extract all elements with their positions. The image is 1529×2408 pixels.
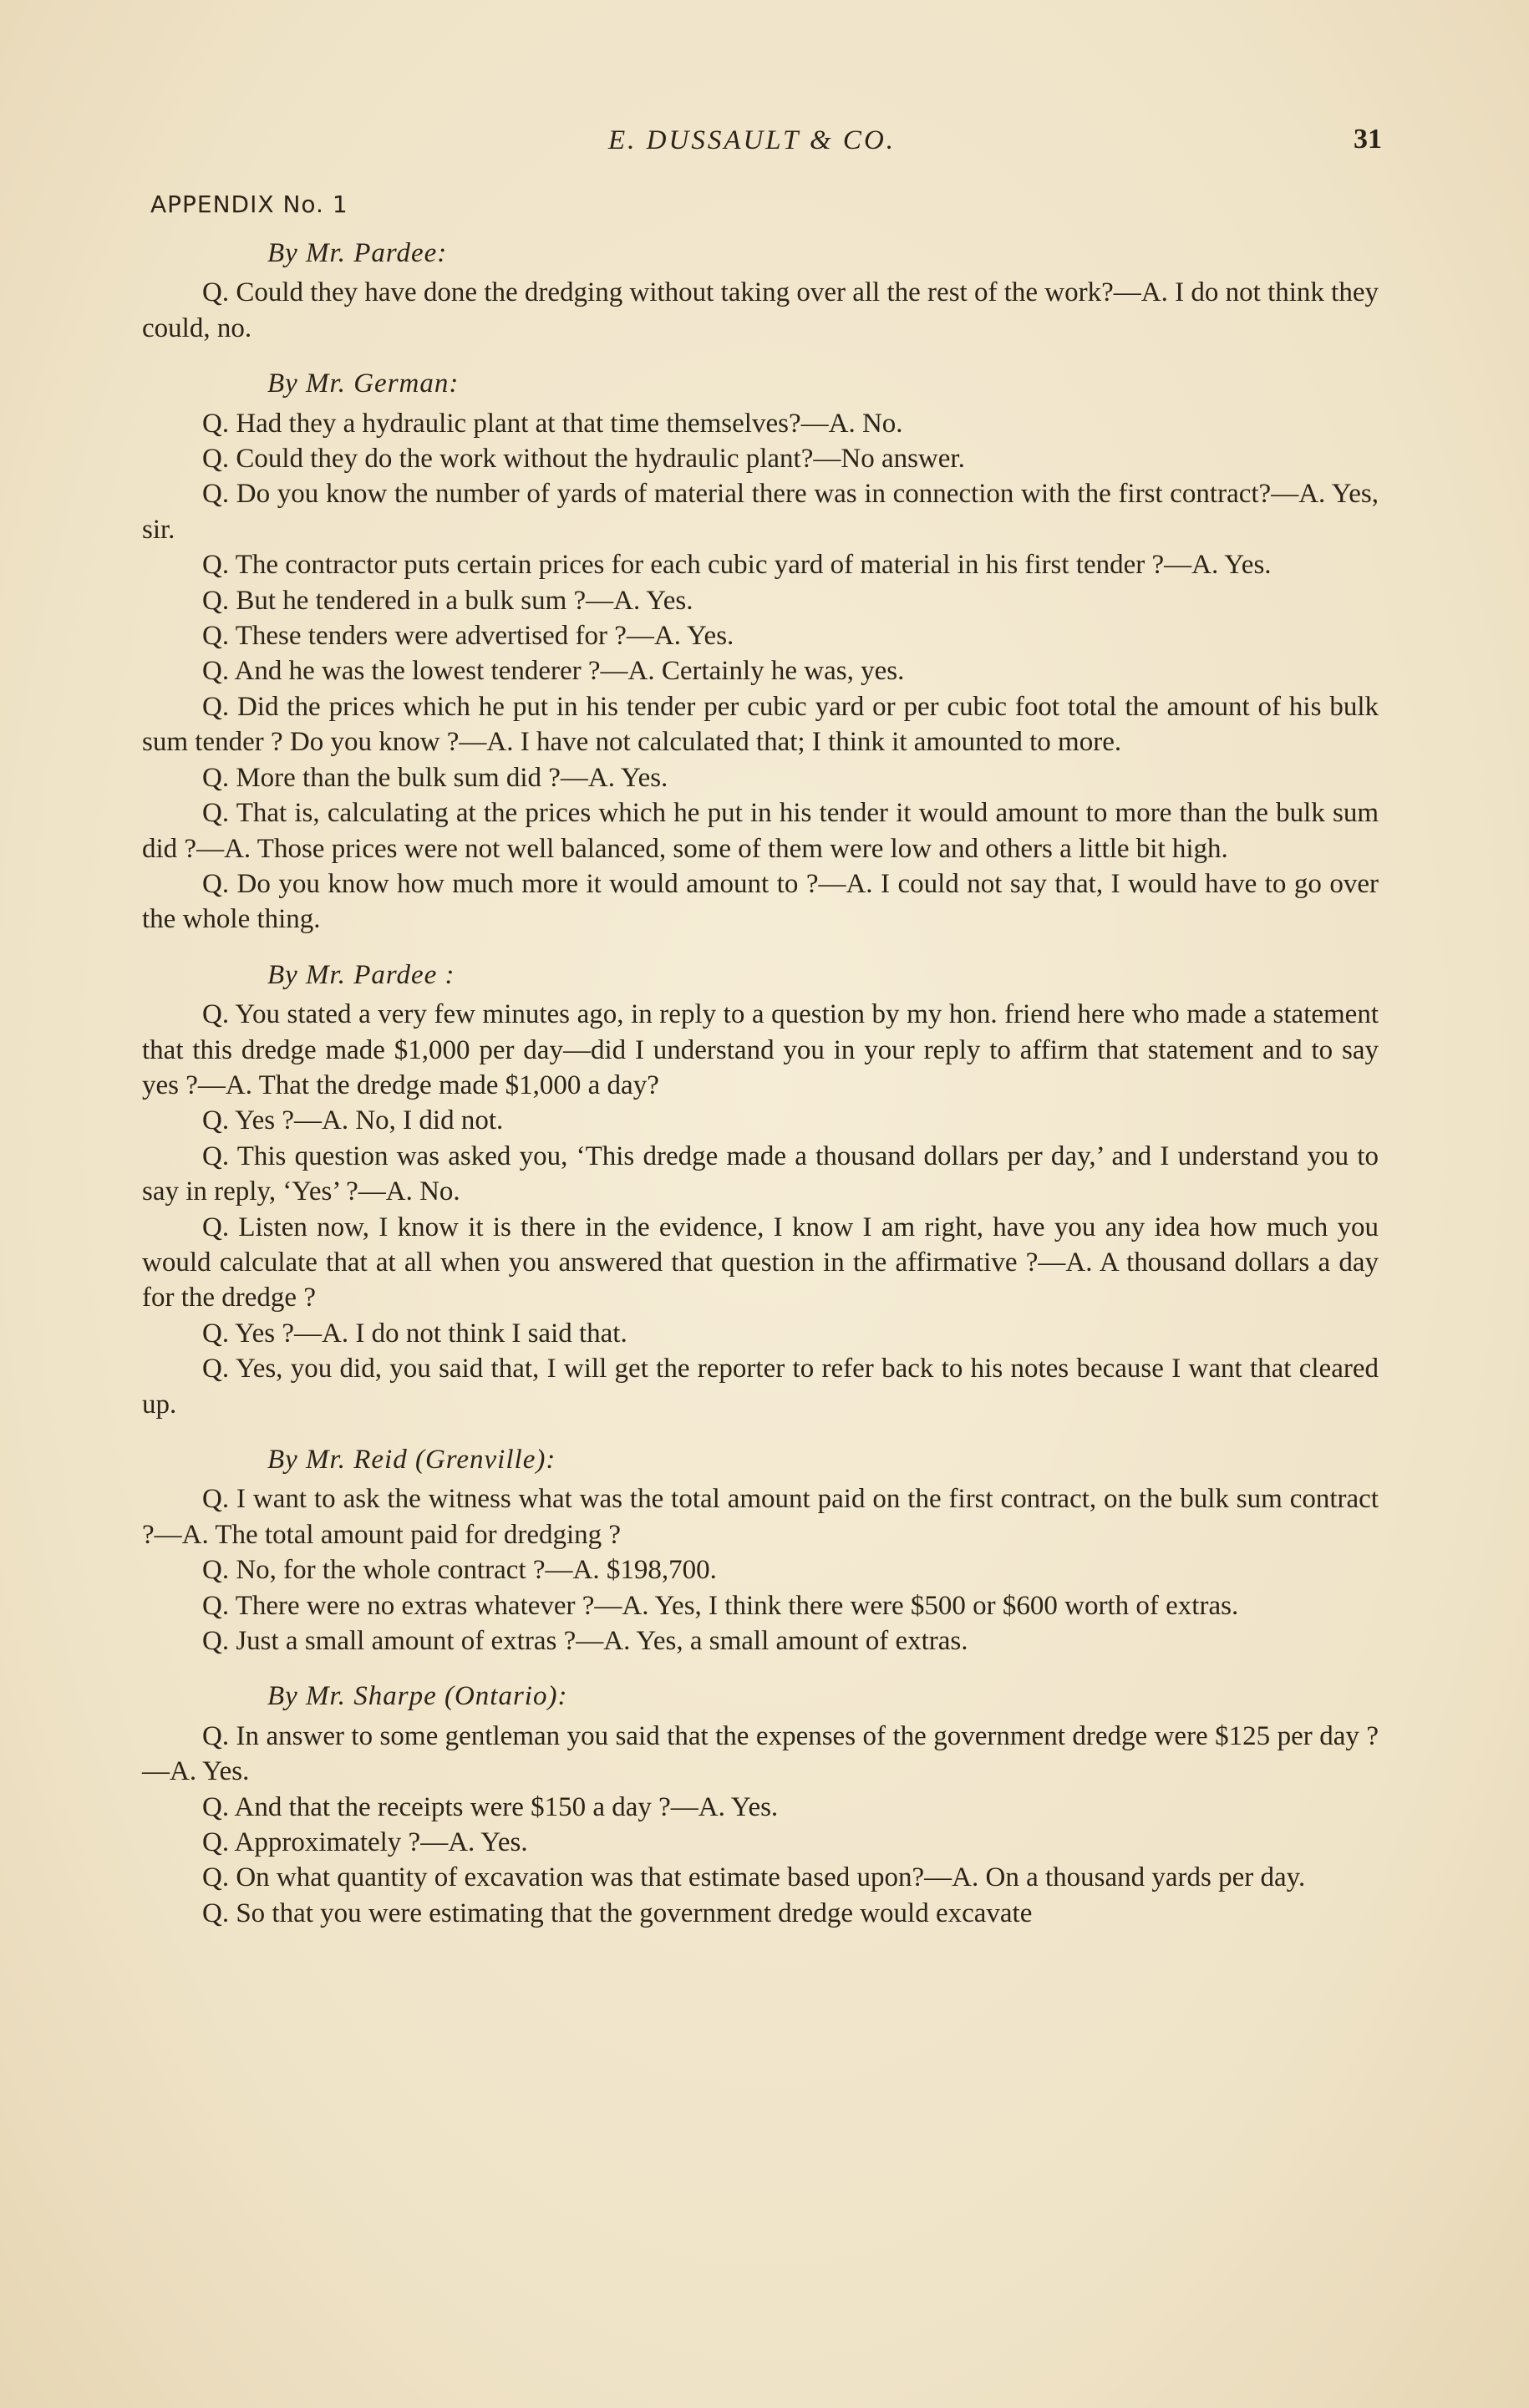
qa-paragraph: Q. No, for the whole contract ?—A. $198,700. <box>202 1555 717 1586</box>
qa-paragraph: Q. The contractor puts certain prices for each cubic yard of material in his first tender ?—A. Yes. <box>202 550 1272 581</box>
speaker-heading: By Mr. Reid (Grenville): <box>267 1445 556 1475</box>
speaker-heading: By Mr. German: <box>267 368 460 399</box>
qa-paragraph: Q. Could they have done the dredging without taking over all the rest of the work?—A. I do not think they could, no. <box>142 277 1379 343</box>
qa-paragraph: Q. Just a small amount of extras ?—A. Yes, a small amount of extras. <box>202 1626 968 1657</box>
qa-paragraph: Q. You stated a very few minutes ago, in reply to a question by my hon. friend here who made a statement that this dredge made $1,000 per day—did I understand you in your reply to affirm that statement and to say yes ?—A. That the dredge made $1,000 a day? <box>142 999 1379 1100</box>
page-number: 31 <box>1354 124 1382 155</box>
qa-paragraph: Q. That is, calculating at the prices which he put in his tender it would amount to more than the bulk sum did ?—A. Those prices were not well balanced, some of them were low and others a little bit high. <box>142 798 1379 864</box>
speaker-heading: By Mr. Pardee: <box>267 238 448 268</box>
qa-paragraph: Q. Could they do the work without the hydraulic plant?—No answer. <box>202 444 965 475</box>
qa-paragraph: Q. Listen now, I know it is there in the evidence, I know I am right, have you any idea how much you would calculate that at all when you answered that question in the affirmative ?—A. A thousand dollars a day for the dredge ? <box>142 1212 1379 1313</box>
speaker-heading: By Mr. Pardee : <box>267 959 455 990</box>
running-header <box>0 125 1529 167</box>
qa-paragraph: Q. These tenders were advertised for ?—A. Yes. <box>202 621 734 652</box>
qa-paragraph: Q. Yes ?—A. No, I did not. <box>202 1105 504 1136</box>
qa-paragraph: Q. Yes, you did, you said that, I will get the reporter to refer back to his notes because I want that cleared up. <box>142 1354 1379 1420</box>
qa-paragraph: Q. I want to ask the witness what was the total amount paid on the first contract, on the bulk sum contract ?—A. The total amount paid for dredging ? <box>142 1484 1379 1550</box>
qa-paragraph: Q. Did the prices which he put in his tender per cubic yard or per cubic foot total the amount of his bulk sum tender ? Do you know ?—A. I have not calculated that; I think it amounted to more. <box>142 691 1379 758</box>
qa-paragraph: Q. On what quantity of excavation was that estimate based upon?—A. On a thousand yards per day. <box>202 1862 1306 1893</box>
testimony-section <box>142 1442 1379 1659</box>
running-title: E. DUSSAULT & CO. <box>608 125 897 155</box>
qa-paragraph: Q. This question was asked you, ‘This dredge made a thousand dollars per day,’ and I understand you to say in reply, ‘Yes’ ?—A. No. <box>142 1140 1379 1207</box>
qa-paragraph: Q. But he tendered in a bulk sum ?—A. Yes. <box>202 585 693 616</box>
qa-paragraph: Q. In answer to some gentleman you said that the expenses of the government dredge were $125 per day ?—A. Yes. <box>142 1720 1379 1787</box>
qa-paragraph: Q. Had they a hydraulic plant at that time themselves?—A. No. <box>202 408 903 439</box>
qa-paragraph: Q. And that the receipts were $150 a day ?—A. Yes. <box>202 1791 779 1822</box>
qa-paragraph: Q. Do you know the number of yards of material there was in connection with the first contract?—A. Yes, sir. <box>142 479 1379 545</box>
qa-paragraph: Q. Do you know how much more it would amount to ?—A. I could not say that, I would have to go over the whole thing. <box>142 868 1379 935</box>
testimony-section <box>142 1679 1379 1931</box>
qa-paragraph: Q. There were no extras whatever ?—A. Yes, I think there were $500 or $600 worth of extras. <box>202 1590 1239 1621</box>
testimony-section <box>142 366 1379 937</box>
testimony-body <box>142 236 1379 1931</box>
qa-paragraph: Q. Approximately ?—A. Yes. <box>202 1827 528 1858</box>
appendix-label: APPENDIX No. 1 <box>150 191 348 218</box>
qa-paragraph: Q. Yes ?—A. I do not think I said that. <box>202 1318 627 1349</box>
speaker-heading: By Mr. Sharpe (Ontario): <box>267 1681 568 1712</box>
qa-paragraph: Q. And he was the lowest tenderer ?—A. Certainly he was, yes. <box>202 656 905 687</box>
qa-paragraph: Q. So that you were estimating that the government dredge would excavate <box>202 1897 1033 1928</box>
qa-paragraph: Q. More than the bulk sum did ?—A. Yes. <box>202 762 668 793</box>
testimony-section <box>142 958 1379 1422</box>
testimony-section <box>142 236 1379 346</box>
